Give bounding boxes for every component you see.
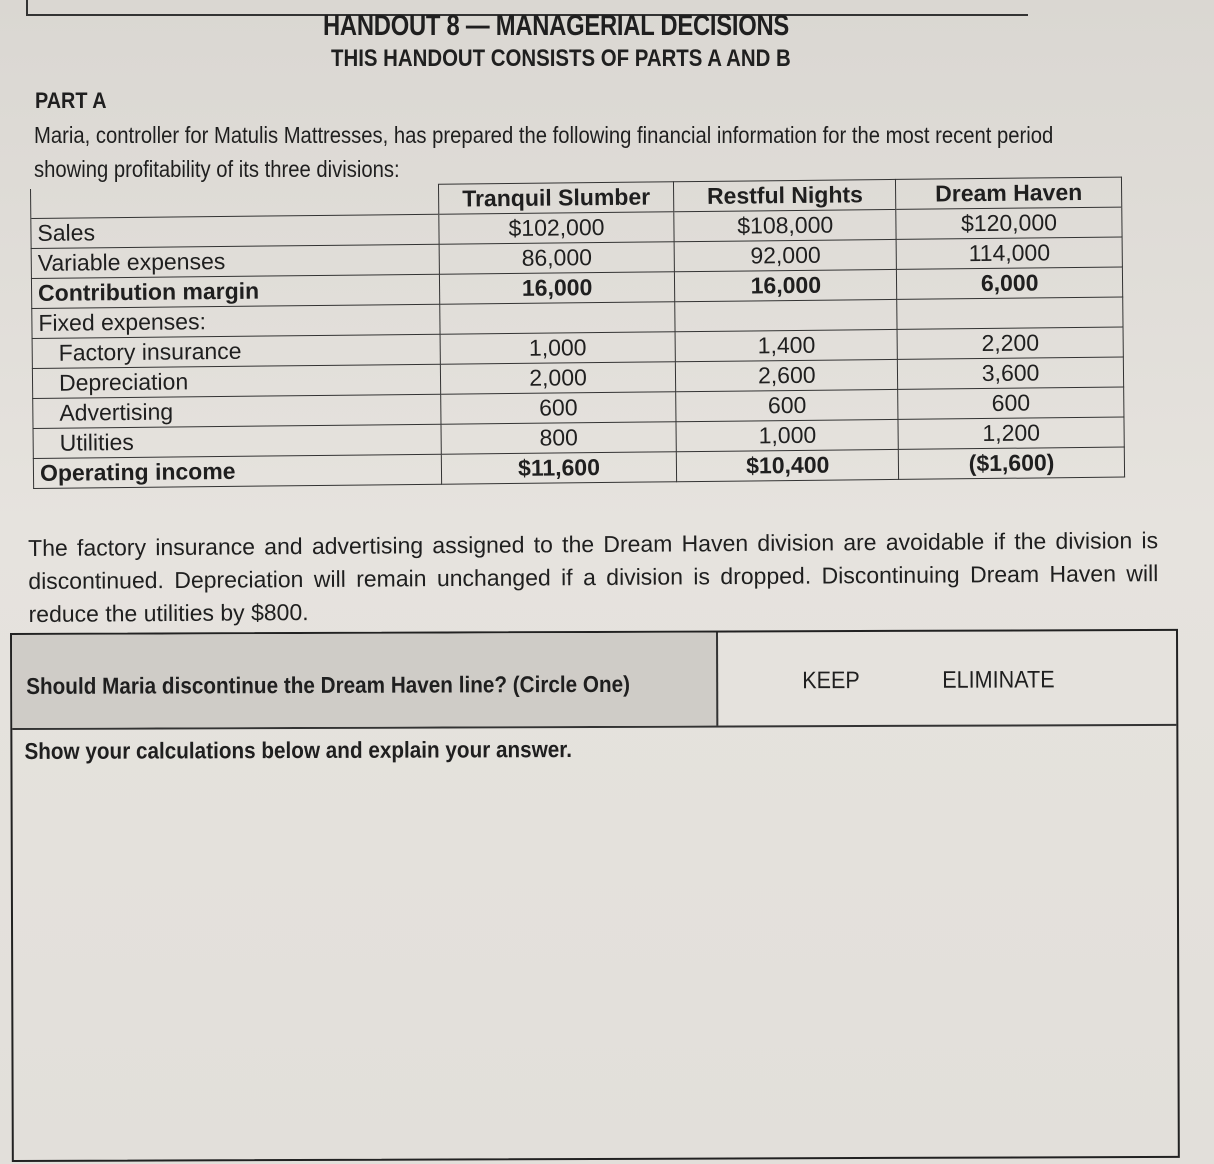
cell-value: 600 bbox=[676, 389, 898, 421]
cell-value: 2,200 bbox=[897, 327, 1123, 359]
financial-table bbox=[30, 177, 1125, 489]
row-label: Sales bbox=[31, 214, 439, 248]
row-label: Factory insurance bbox=[32, 334, 440, 368]
row-label: Utilities bbox=[33, 424, 441, 458]
cell-value: 3,600 bbox=[898, 357, 1124, 389]
cell-value: 2,000 bbox=[440, 362, 676, 394]
row-label: Operating income bbox=[33, 454, 441, 488]
cell-value: 114,000 bbox=[896, 237, 1122, 269]
cell-value: 1,400 bbox=[675, 329, 897, 361]
column-header: Restful Nights bbox=[674, 179, 896, 211]
header-blank-cell bbox=[31, 184, 439, 218]
row-label: Fixed expenses: bbox=[32, 304, 440, 338]
answer-box bbox=[10, 629, 1180, 1162]
keep-option[interactable]: KEEP bbox=[802, 667, 860, 695]
question-cell bbox=[12, 633, 718, 728]
cell-value: 16,000 bbox=[675, 269, 897, 301]
cell-value: 16,000 bbox=[439, 272, 675, 304]
cell-value: 600 bbox=[898, 387, 1124, 419]
column-header: Tranquil Slumber bbox=[438, 182, 674, 214]
handout-title: HANDOUT 8 — MANAGERIAL DECISIONS bbox=[323, 10, 790, 42]
calculation-instruction: Show your calculations below and explain your answer. bbox=[24, 736, 573, 764]
cell-value bbox=[675, 299, 897, 331]
cell-value: $102,000 bbox=[438, 212, 674, 244]
cell-value: ($1,600) bbox=[898, 447, 1124, 479]
intro-line-2: showing profitability of its three divisions: bbox=[34, 156, 400, 182]
row-label: Variable expenses bbox=[31, 244, 439, 278]
question-text: Should Maria discontinue the Dream Haven line? (Circle One) bbox=[26, 670, 631, 699]
cell-value: $108,000 bbox=[674, 209, 896, 241]
cell-value: $11,600 bbox=[441, 452, 677, 484]
cell-value: 1,200 bbox=[898, 417, 1124, 449]
cell-value: $120,000 bbox=[896, 207, 1122, 239]
cell-value: $10,400 bbox=[677, 449, 899, 481]
intro-text bbox=[34, 118, 1072, 186]
cell-value: 800 bbox=[441, 422, 677, 454]
column-header: Dream Haven bbox=[896, 177, 1122, 209]
row-label: Advertising bbox=[33, 394, 441, 428]
intro-line-1: Maria, controller for Matulis Mattresses, has prepared the following financial information for the most recent period bbox=[34, 122, 1054, 148]
eliminate-option[interactable]: ELIMINATE bbox=[942, 666, 1055, 694]
part-label: PART A bbox=[35, 88, 107, 113]
cell-value bbox=[439, 302, 675, 334]
explanation-paragraph: The factory insurance and advertising assigned to the Dream Haven division are avoidable if the division is discontinued. Depreciation will remain unchanged if a division is dropped. Discontinuing Dream Haven will reduce the utilities by $800. bbox=[28, 527, 1159, 627]
cell-value bbox=[897, 297, 1123, 329]
row-label: Contribution margin bbox=[31, 274, 439, 308]
cell-value: 92,000 bbox=[675, 239, 897, 271]
cell-value: 86,000 bbox=[439, 242, 675, 274]
cell-value: 1,000 bbox=[440, 332, 676, 364]
question-row bbox=[12, 631, 1176, 730]
cell-value: 2,600 bbox=[676, 359, 898, 391]
handout-subtitle: THIS HANDOUT CONSISTS OF PARTS A AND B bbox=[331, 45, 791, 72]
row-label: Depreciation bbox=[32, 364, 440, 398]
cell-value: 600 bbox=[440, 392, 676, 424]
cell-value: 6,000 bbox=[897, 267, 1123, 299]
cell-value: 1,000 bbox=[676, 419, 898, 451]
